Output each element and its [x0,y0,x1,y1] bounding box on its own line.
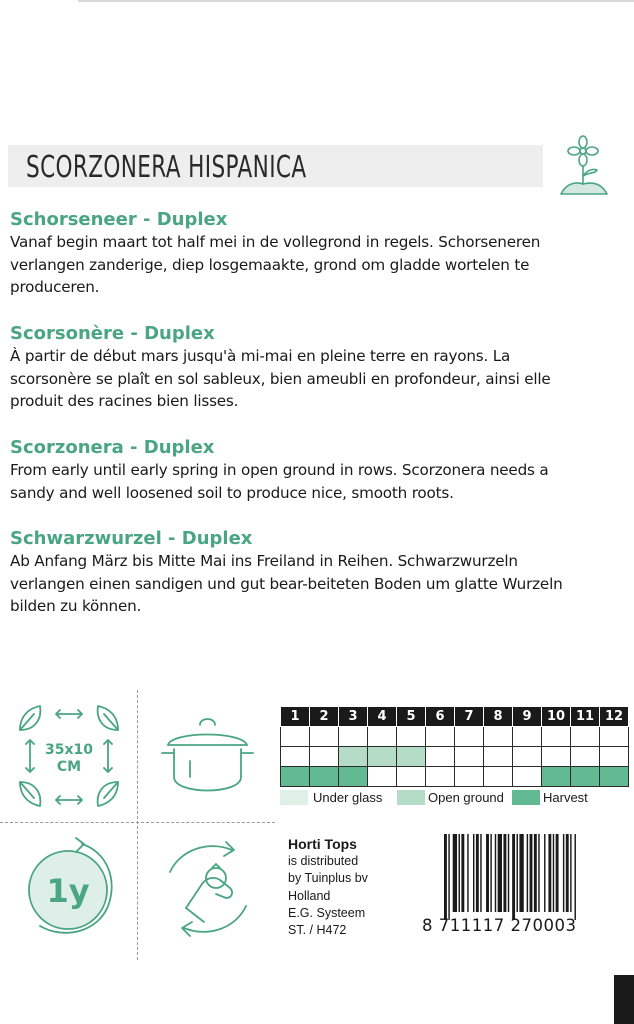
edge-bar [614,975,634,1024]
month-header: 5 [397,707,426,727]
month-header: 2 [310,707,339,727]
month-header: 9 [513,707,542,727]
barcode-bar [563,834,564,912]
leaf-spacing-icon [10,700,128,812]
calendar-cell [281,727,310,747]
calendar-cell [571,747,600,767]
legend-label: Harvest [543,790,588,805]
calendar-cell [600,747,629,767]
month-header: 6 [426,707,455,727]
barcode-bar [530,834,533,912]
section-text: À partir de début mars jusqu'à mi-mai en pleine terre en rayons. La scorsonère se plaît en sol sableux, bien ameubli en profondeur, ainsi elle produit des racines bien lisses. [10,347,551,410]
month-header: 7 [455,707,484,727]
spacing-unit-label: CM [56,759,82,775]
top-rule [78,0,634,2]
calendar-cell [600,727,629,747]
barcode-digits: 8 711117 270003 [422,916,577,935]
legend-label: Under glass [313,790,383,805]
calendar-cell [397,747,426,767]
calendar-cell [426,727,455,747]
calendar-cell [542,767,571,787]
cooking-pot-icon [150,705,265,810]
calendar-cell [281,747,310,767]
barcode-bar [512,834,515,920]
calendar-cell [484,767,513,787]
legend-swatch [397,790,425,805]
barcode-bar [473,834,474,912]
calendar-cell [310,767,339,787]
calendar-cell [281,767,310,787]
calendar-cell [397,727,426,747]
barcode-bar [480,834,481,912]
barcode-bar [566,834,569,912]
calendar-cell [455,767,484,787]
distributor-info [288,835,428,939]
barcode-bar [444,834,447,920]
barcode-bar [553,834,554,912]
calendar-cell [484,747,513,767]
barcode-bar [534,834,537,912]
calendar-cell [310,747,339,767]
barcode-bar [517,834,518,912]
calendar-cell [542,747,571,767]
month-header: 11 [571,707,600,727]
calendar-cell [571,767,600,787]
section-text: Ab Anfang März bis Mitte Mai ins Freiland in Reihen. Schwarzwurzeln verlangen einen sandigen und gut bear-beiteten Boden um glatte Wurzeln bilden zu können. [10,552,563,615]
barcode-bar [508,834,509,912]
section-heading: Scorsonère - Duplex [10,323,215,344]
seedling-icon [553,130,613,200]
section-german [10,528,628,618]
section-english [10,437,628,504]
calendar-cell [513,747,542,767]
calendar-row-under-glass [281,727,629,747]
grid-divider-horizontal [0,822,275,823]
section-heading: Schorseneer - Duplex [10,209,228,230]
calendar-cell [600,767,629,787]
legend-swatch [512,790,540,805]
calendar-row-harvest [281,767,629,787]
barcode-bar [556,834,559,912]
barcode-bar [544,834,545,912]
distributor-line: ST. / H472 [288,923,347,938]
month-header: 12 [600,707,629,727]
distributor-line: E.G. Systeem [288,905,366,920]
calendar-cell [368,727,397,747]
section-text: Vanaf begin maart tot half mei in de vollegrond in regels. Schorseneren verlangen zanderige, diep losgemaakte, grond om gladde wortelen te produceren. [10,233,541,296]
distributor-line: by Tuinplus bv [288,871,368,886]
section-french [10,323,628,413]
calendar-cell [513,767,542,787]
calendar-cell [571,727,600,747]
sowing-calendar [280,706,629,787]
calendar-cell [397,767,426,787]
month-header: 3 [339,707,368,727]
calendar-cell [484,727,513,747]
barcode-bar [453,834,457,912]
hand-harvest-icon [150,832,265,947]
calendar-cell [339,727,368,747]
barcode-bar [495,834,496,912]
calendar-cell [310,727,339,747]
barcode-bar [519,834,523,912]
barcode-bar [490,834,491,912]
section-text: From early until early spring in open ground in rows. Scorzonera needs a sandy and well loosened soil to produce nice, smooth roots. [10,461,549,502]
calendar-cell [426,747,455,767]
calendar-cell [513,727,542,747]
calendar-cell [426,767,455,787]
barcode-bar [503,834,506,912]
barcode-bar [538,834,539,912]
section-dutch [10,209,628,299]
distributor-line: is distributed [288,854,359,868]
barcode-bar [461,834,464,912]
barcode-bar [476,834,479,912]
barcode-bar [448,834,449,920]
month-header: 4 [368,707,397,727]
calendar-cell [368,747,397,767]
calendar-cell [368,767,397,787]
barcode-bar [575,834,576,920]
barcode-bar [486,834,489,912]
lifecycle-label: 1y [46,872,90,910]
barcode-bar [498,834,502,912]
cycle-arrow-icon [12,832,127,947]
latin-title: SCORZONERA HISPANICA [26,150,307,185]
spacing-label: 35x10 [45,742,93,758]
calendar-legend [280,789,630,807]
legend-label: Open ground [428,790,504,805]
distributor-line: Holland [288,888,331,903]
barcode-bar [570,834,571,912]
month-header: 8 [484,707,513,727]
calendar-cell [339,767,368,787]
barcode-bar [548,834,551,912]
section-heading: Schwarzwurzel - Duplex [10,528,253,549]
icon-grid [0,690,275,960]
month-header: 1 [281,707,310,727]
barcode-bar [459,834,460,912]
barcode-bar [527,834,528,912]
calendar-cell [339,747,368,767]
month-header: 10 [542,707,571,727]
section-heading: Scorzonera - Duplex [10,437,215,458]
calendar-cell [542,727,571,747]
brand-name: Horti Tops [288,836,357,852]
calendar-cell [455,727,484,747]
calendar-cell [455,747,484,767]
legend-swatch [280,790,308,805]
grid-divider-vertical [137,690,138,960]
calendar-row-open-ground [281,747,629,767]
barcode-bar [467,834,468,912]
